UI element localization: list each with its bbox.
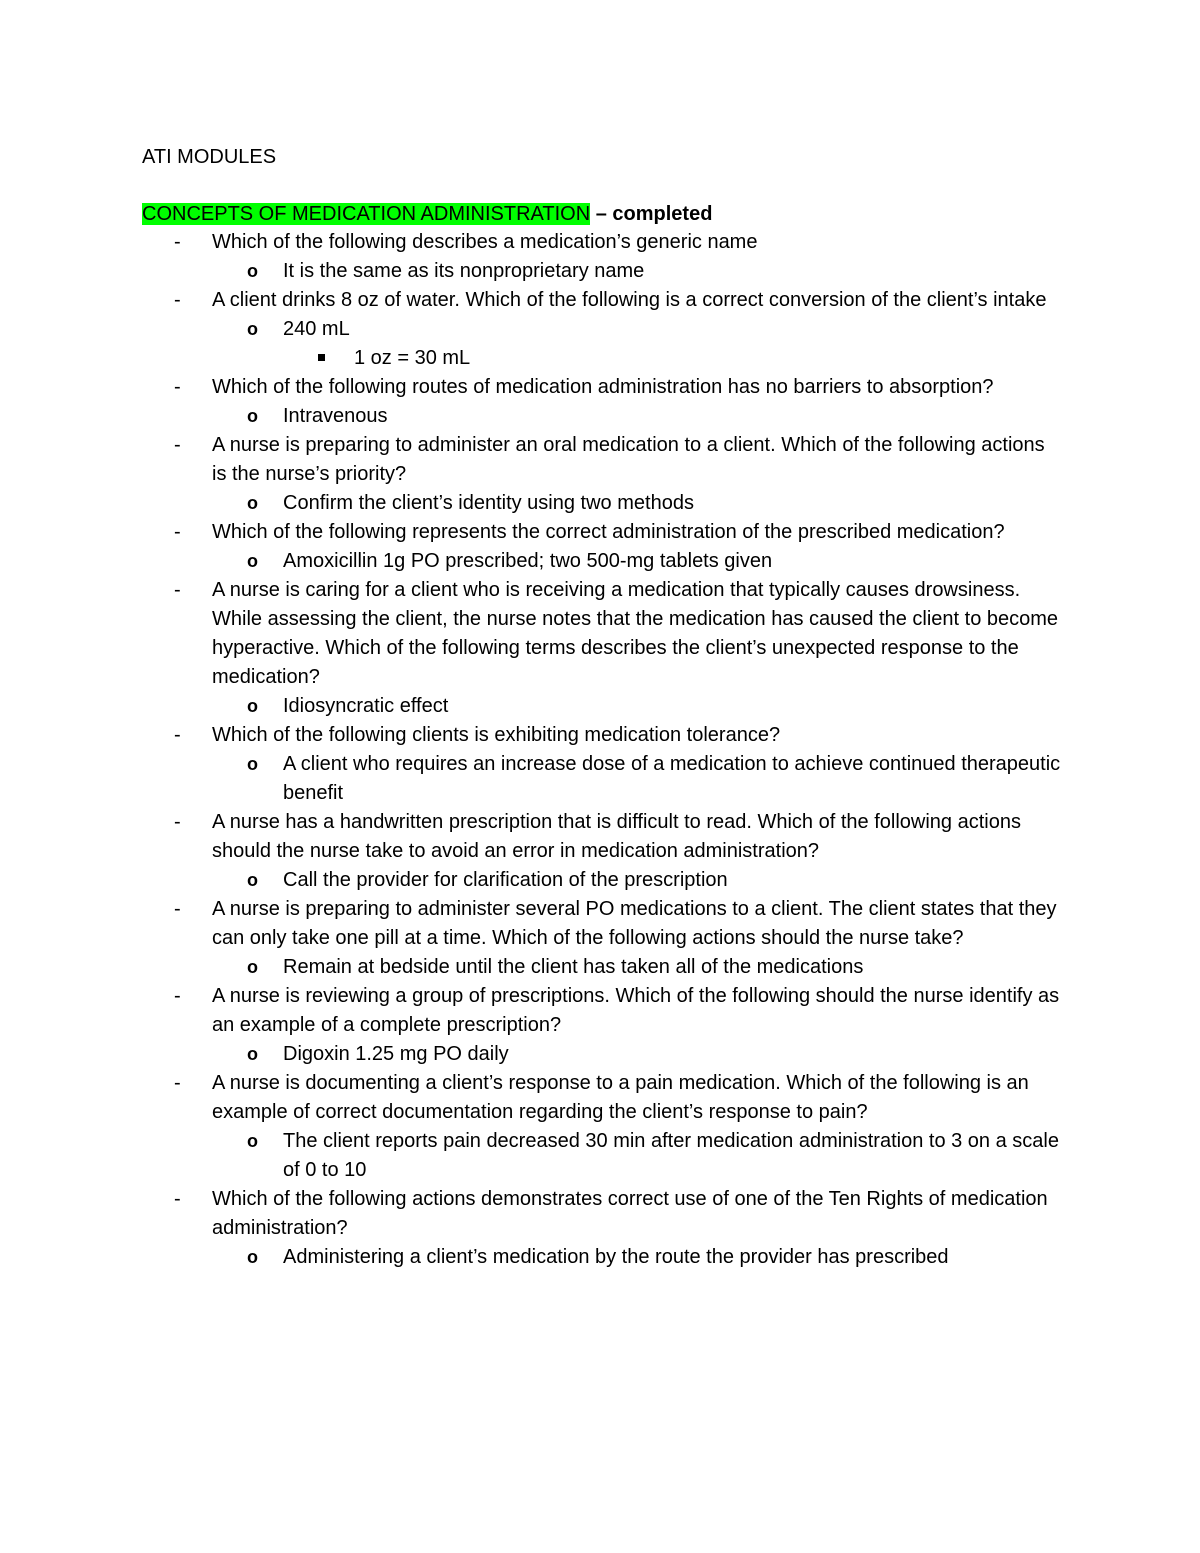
question-item [0, 228, 1062, 257]
answer-item [0, 257, 1063, 286]
question-text: A nurse is documenting a client’s response to a pain medication. Which of the following is an example of correct documentation regarding the client’s response to pain? [212, 1072, 1029, 1123]
answer-item [0, 953, 1063, 982]
question-item [0, 808, 1062, 866]
question-item [0, 721, 1062, 750]
question-text: A client drinks 8 oz of water. Which of the following is a correct conversion of the client’s intake [212, 289, 1047, 311]
answer-item [0, 692, 1063, 721]
circle-bullet-icon: o [247, 870, 258, 890]
circle-bullet-icon: o [247, 406, 258, 426]
question-text: Which of the following represents the correct administration of the prescribed medication? [212, 521, 1005, 543]
question-item [0, 518, 1062, 547]
question-item [0, 431, 1062, 489]
answer-item [0, 1127, 1063, 1185]
circle-bullet-icon: o [247, 551, 258, 571]
answer-item [0, 315, 1063, 344]
sub-answer-text: 1 oz = 30 mL [354, 347, 471, 369]
dash-bullet: - [174, 434, 181, 456]
answer-text: Remain at bedside until the client has taken all of the medications [283, 956, 864, 978]
question-item [0, 1185, 1062, 1243]
question-text: A nurse is reviewing a group of prescriptions. Which of the following should the nurse identify as an example of a complete prescription? [212, 985, 1060, 1036]
circle-bullet-icon: o [247, 1131, 258, 1151]
question-text: A nurse is caring for a client who is receiving a medication that typically causes drowsiness. While assessing the client, the nurse notes that the medication has caused the client to become hyperactive. Which of the following terms describes the client’s unexpected response to the medication? [212, 579, 1059, 688]
circle-bullet-icon: o [247, 957, 258, 977]
answer-item [0, 1040, 1063, 1069]
question-item [0, 373, 1062, 402]
dash-bullet: - [174, 1072, 181, 1094]
question-text: Which of the following clients is exhibiting medication tolerance? [212, 724, 781, 746]
answer-text: 240 mL [283, 318, 350, 340]
section-heading [142, 200, 712, 228]
question-text: Which of the following routes of medication administration has no barriers to absorption? [212, 376, 994, 398]
answer-text: Intravenous [283, 405, 388, 427]
answer-text: Administering a client’s medication by the route the provider has prescribed [283, 1246, 949, 1268]
answer-text: Digoxin 1.25 mg PO daily [283, 1043, 509, 1065]
question-item [0, 576, 1062, 692]
answer-text: Call the provider for clarification of the prescription [283, 869, 728, 891]
answer-item [0, 547, 1063, 576]
circle-bullet-icon: o [247, 493, 258, 513]
answer-text: Amoxicillin 1g PO prescribed; two 500-mg tablets given [283, 550, 773, 572]
circle-bullet-icon: o [247, 1044, 258, 1064]
document-title: ATI MODULES [142, 146, 277, 168]
highlighted-heading-text: CONCEPTS OF MEDICATION ADMINISTRATION [142, 203, 591, 225]
answer-item [0, 402, 1063, 431]
answer-item [0, 866, 1063, 895]
question-item [0, 895, 1062, 953]
question-item [0, 982, 1062, 1040]
answer-item [0, 489, 1063, 518]
answer-text: It is the same as its nonproprietary name [283, 260, 645, 282]
heading-status-text: – completed [590, 203, 713, 225]
circle-bullet-icon: o [247, 1247, 258, 1267]
question-item [0, 286, 1062, 315]
square-bullet-icon [318, 354, 325, 361]
question-item [0, 1069, 1062, 1127]
question-text: Which of the following describes a medication’s generic name [212, 231, 758, 253]
dash-bullet: - [174, 231, 181, 253]
answer-item [0, 750, 1063, 808]
answer-text: A client who requires an increase dose of a medication to achieve continued therapeutic benefit [283, 753, 1061, 804]
dash-bullet: - [174, 289, 181, 311]
question-text: Which of the following actions demonstrates correct use of one of the Ten Rights of medication administration? [212, 1188, 1048, 1239]
dash-bullet: - [174, 376, 181, 398]
dash-bullet: - [174, 811, 181, 833]
question-answer-list [0, 228, 1200, 1272]
dash-bullet: - [174, 898, 181, 920]
circle-bullet-icon: o [247, 319, 258, 339]
dash-bullet: - [174, 1188, 181, 1210]
dash-bullet: - [174, 579, 181, 601]
answer-text: Idiosyncratic effect [283, 695, 449, 717]
dash-bullet: - [174, 521, 181, 543]
question-text: A nurse is preparing to administer several PO medications to a client. The client states that they can only take one pill at a time. Which of the following actions should the nurse take? [212, 898, 1057, 949]
sub-answer-item [0, 344, 1054, 373]
answer-text: The client reports pain decreased 30 min after medication administration to 3 on a scale of 0 to 10 [283, 1130, 1059, 1181]
dash-bullet: - [174, 724, 181, 746]
circle-bullet-icon: o [247, 754, 258, 774]
question-text: A nurse has a handwritten prescription that is difficult to read. Which of the following actions should the nurse take to avoid an error in medication administration? [212, 811, 1021, 862]
circle-bullet-icon: o [247, 261, 258, 281]
dash-bullet: - [174, 985, 181, 1007]
circle-bullet-icon: o [247, 696, 258, 716]
answer-item [0, 1243, 1063, 1272]
answer-text: Confirm the client’s identity using two methods [283, 492, 694, 514]
question-text: A nurse is preparing to administer an oral medication to a client. Which of the following actions is the nurse’s priority? [212, 434, 1045, 485]
